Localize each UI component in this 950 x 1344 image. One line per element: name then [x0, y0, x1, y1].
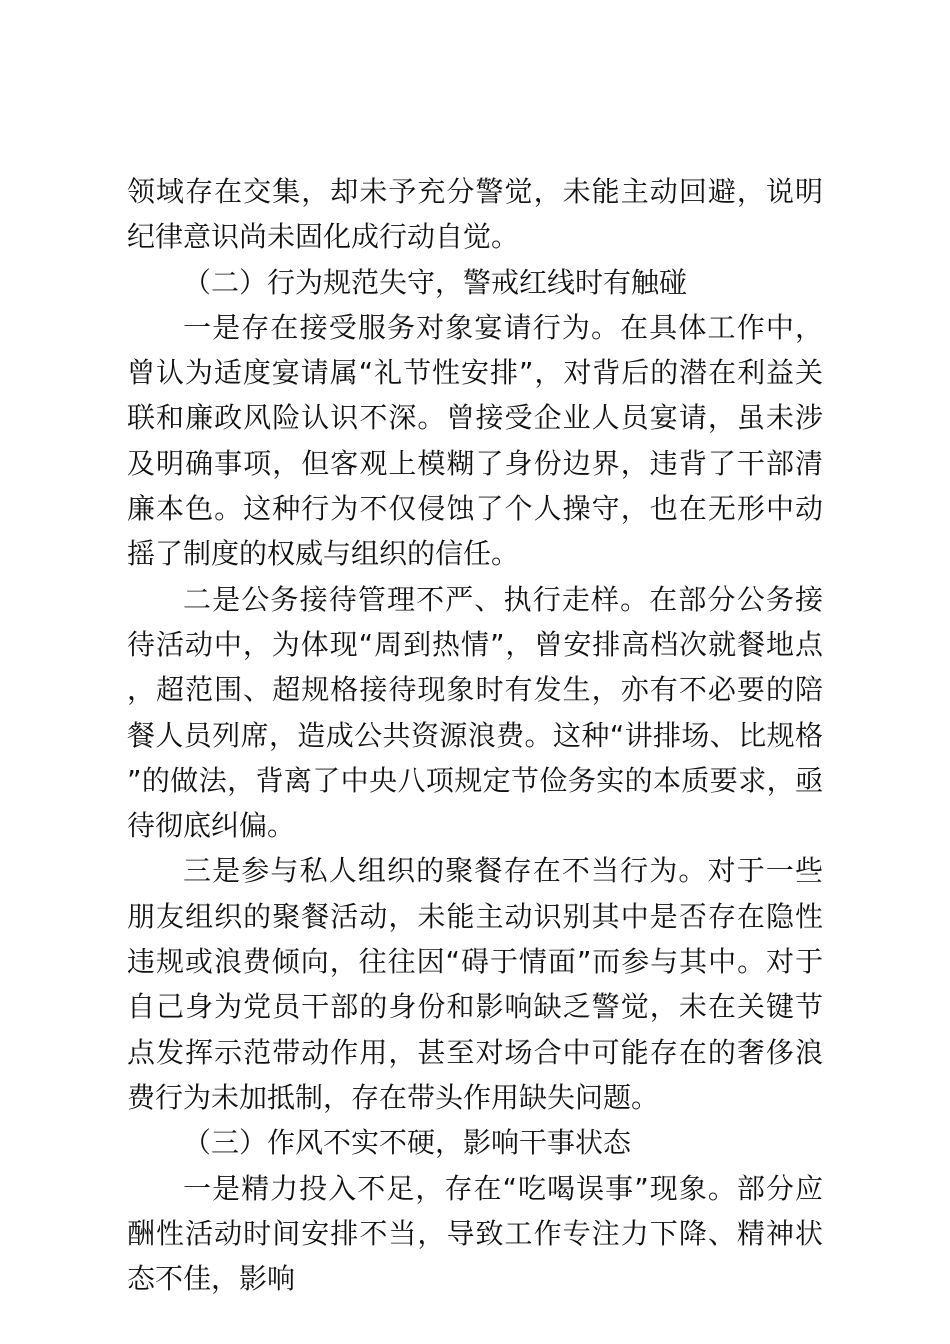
paragraph-official-reception: 二是公务接待管理不严、执行走样。在部分公务接待活动中，为体现“周到热情”，曾安排高档次就餐地点，超范围、超规格接待现象时有发生，亦有不必要的陪餐人员列席，造成公共资源浪费。这种“讲排场、比规格”的做法，背离了中央八项规定节俭务实的本质要求，亟待彻底纠偏。: [127, 582, 823, 843]
paragraph-banquet: 一是存在接受服务对象宴请行为。在具体工作中，曾认为适度宴请属“礼节性安排”，对背后的潜在利益关联和廉政风险认识不深。曾接受企业人员宴请，虽未涉及明确事项，但客观上模糊了身份边界，违背了干部清廉本色。这种行为不仅侵蚀了个人操守，也在无形中动摇了制度的权威与组织的信任。: [127, 310, 823, 571]
section-heading-3: （三）作风不实不硬，影响干事状态: [183, 1126, 632, 1160]
paragraph-continuation: 领域存在交集，却未予充分警觉，未能主动回避，说明纪律意识尚未固化成行动自觉。: [127, 175, 823, 254]
section-heading-2: （二）行为规范失守，警戒红线时有触碰: [183, 265, 688, 299]
paragraph-private-dinner: 三是参与私人组织的聚餐存在不当行为。对于一些朋友组织的聚餐活动，未能主动识别其中是否存在隐性违规或浪费倾向，往往因“碍于情面”而参与其中。对于自己身为党员干部的身份和影响缺乏警觉，未在关键节点发挥示范带动作用，甚至对场合中可能存在的奢侈浪费行为未加抵制，存在带头作用缺失问题。: [127, 854, 823, 1114]
document-body: [127, 169, 823, 1301]
paragraph-energy: 一是精力投入不足，存在“吃喝误事”现象。部分应酬性活动时间安排不当，导致工作专注力下降、精神状态不佳，影响: [127, 1171, 823, 1296]
